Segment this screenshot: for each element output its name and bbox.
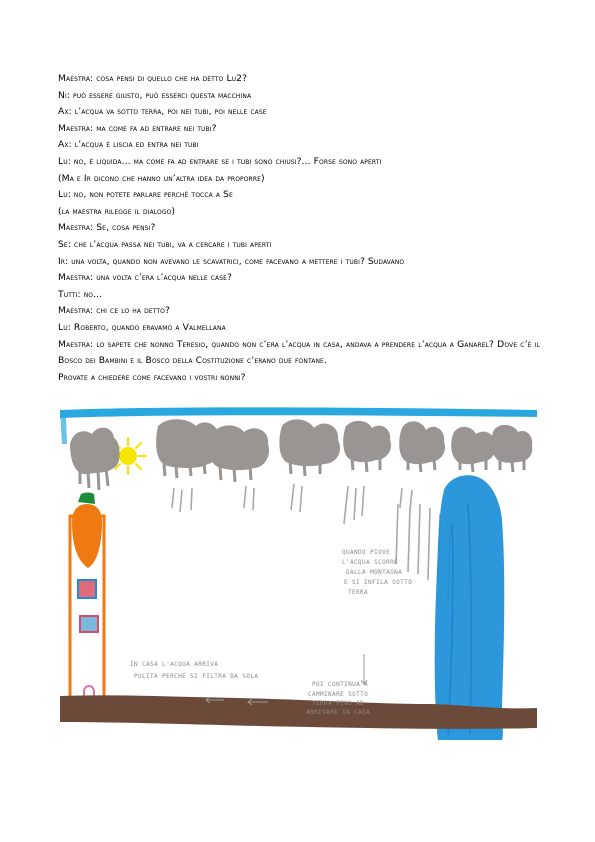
dialogue-line: Maestra: lo sapete che nonno Teresio, quando non c’era l’acqua in casa, andava a prendere l’acqua a Ganarel? Dove c’è il Bosco dei Bambini e il Bosco della Costituzione c’erano due fontane. <box>58 338 540 367</box>
waterfall-label-line: L'ACQUA SCORRE <box>342 559 399 566</box>
dialogue-line: (la maestra rilegge il dialogo) <box>58 205 176 217</box>
house-label-line: IN CASA L'ACQUA ARRIVA <box>130 661 219 668</box>
waterfall-label-line: E SI INFILA SOTTO <box>344 579 413 586</box>
dialogue-line: Tutti: no... <box>58 288 103 300</box>
underground-label-line: ARRIVARE IN CASA <box>306 709 371 716</box>
dialogue-line: Ir: una volta, quando non avevano le scavatrici, come facevano a mettere i tubi? Sudavano <box>58 255 405 267</box>
waterfall-label-line: QUANDO PIOVE <box>342 549 391 556</box>
child-drawing <box>58 404 539 751</box>
house-tower <box>70 493 104 715</box>
dialogue-line: Maestra: ma come fa ad entrare nei tubi? <box>58 122 217 134</box>
waterfall <box>435 475 505 740</box>
dialogue-line: (Ma e Ir dicono che hanno un’altra idea da proporre) <box>58 172 265 184</box>
underground-label <box>306 681 370 716</box>
dialogue-line: Se: che l’acqua passa nei tubi, va a cercare i tubi aperti <box>58 238 272 250</box>
underground-label-line: POI CONTINUA A <box>312 681 369 688</box>
dialogue-line: Maestra: chi ce lo ha detto? <box>58 305 170 317</box>
dialogue-line: Maestra: Se, cosa pensi? <box>58 222 156 234</box>
house-label-line: PULITA PERCHÉ SI FILTRA DA SOLA <box>134 673 259 680</box>
sky-band <box>60 407 537 418</box>
dialogue-line: Ax: l’acqua è liscia ed entra nei tubi <box>58 139 199 151</box>
dialogue-line: Lu: no, non potete parlare perché tocca a Se <box>58 189 233 201</box>
underground-label-line: TERRA FINO AD <box>312 700 365 707</box>
dialogue-line: Maestra: una volta c’era l’acqua nelle case? <box>58 272 232 284</box>
waterfall-label <box>342 549 412 596</box>
dialogue-text <box>58 71 540 386</box>
dialogue-line: Ax: l’acqua va sotto terra, poi nei tubi, poi nelle case <box>58 106 267 118</box>
dialogue-line: Lu: Roberto, quando eravamo a Valmellana <box>58 321 226 333</box>
waterfall-label-line: TERRA <box>348 589 369 596</box>
rain <box>172 484 450 604</box>
waterfall-label-line: DALLA MONTAGNA <box>346 569 403 576</box>
dialogue-line: Lu: no, è liquida... ma come fa ad entrare se i tubi sono chiusi?... Forse sono aperti <box>58 155 382 167</box>
house-label <box>130 661 258 680</box>
dialogue-line: Ni: può essere giusto, può esserci questa macchina <box>58 89 252 101</box>
underground-label-line: CAMMINARE SOTTO <box>308 691 369 698</box>
dialogue-line: Provate a chiedere come facevano i vostri nonni? <box>58 371 246 383</box>
dialogue-line: Maestra: cosa pensi di quello che ha detto Lu2? <box>58 73 248 84</box>
